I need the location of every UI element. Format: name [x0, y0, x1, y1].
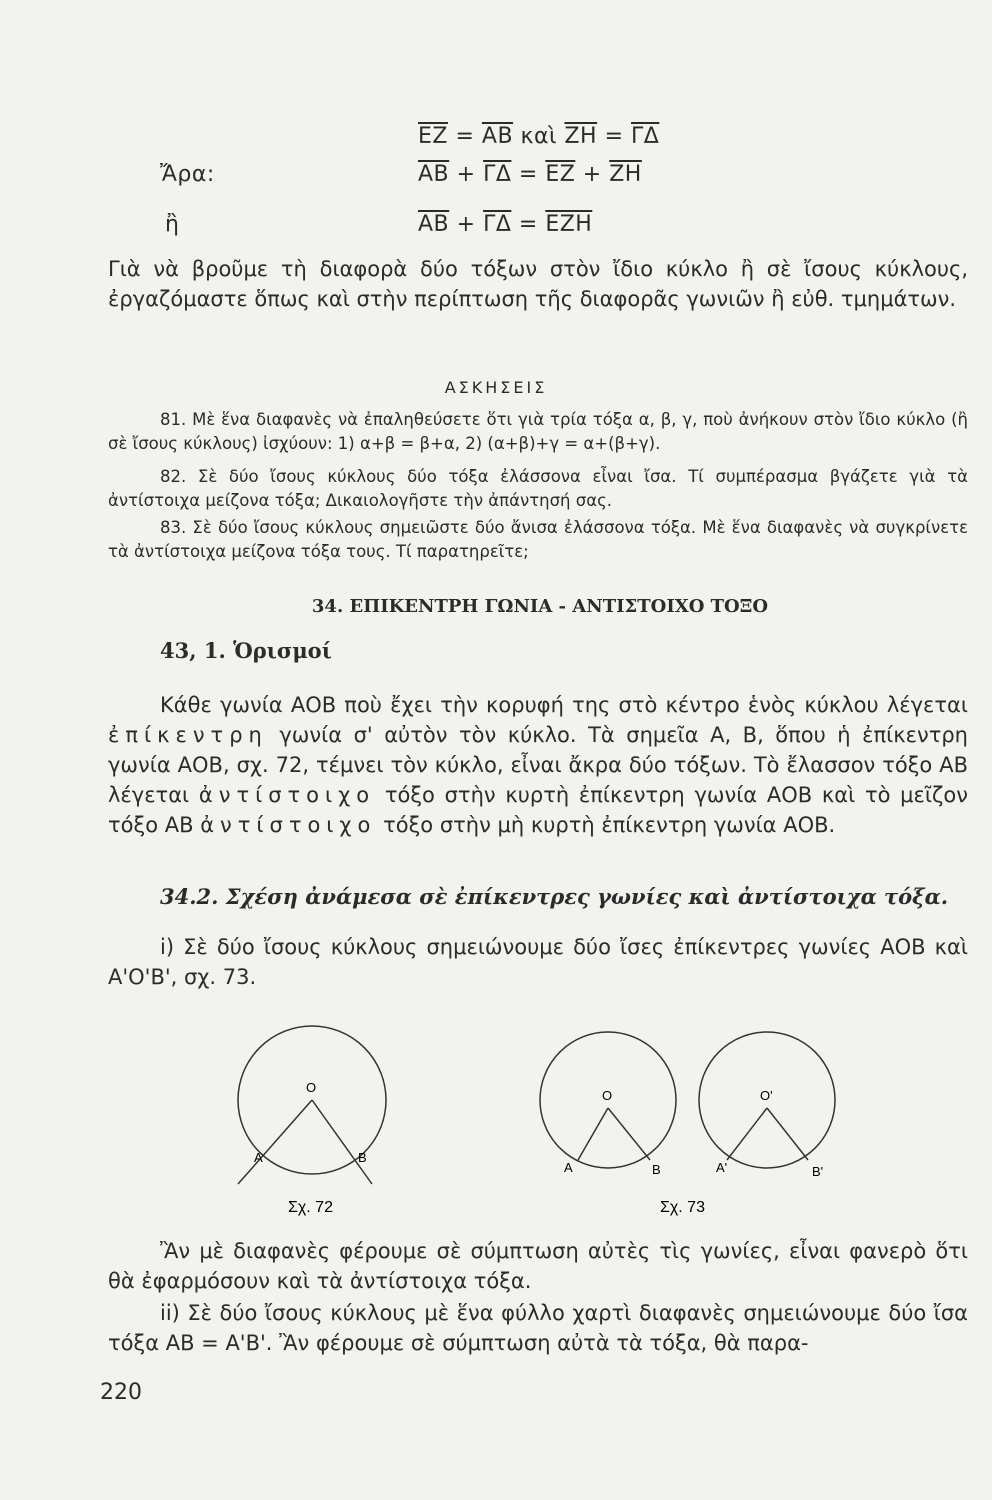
- label-o-prime-73: O': [760, 1088, 773, 1103]
- caption-72: Σχ. 72: [288, 1199, 333, 1216]
- exercise-83: 83. Σὲ δύο ἴσους κύκλους σημειῶστε δύο ἄνισα ἐλάσσονα τόξα. Μὲ ἕνα διαφανὲς νὰ συγκρίνετε τὰ ἀντίστοιχα μείζονα τόξα τους. Τί παρατηρεῖτε;: [108, 518, 968, 561]
- figure-73: [540, 1032, 835, 1216]
- figure-72: [238, 1026, 386, 1216]
- ray-ob-73: [608, 1108, 650, 1160]
- exercise-81: 81. Μὲ ἕνα διαφανὲς νὰ ἐπαληθεύσετε ὅτι γιὰ τρία τόξα α, β, γ, ποὺ ἀνήκουν στὸν ἴδιο κύκλο (ἢ σὲ ἴσους κύκλους) ἰσχύουν: 1) α+β = β+α, 2) (α+β)+γ = α+(β+γ).: [108, 410, 968, 453]
- ray-ob-72: [312, 1100, 372, 1184]
- subsection-title-2: 34.2. Σχέση ἀνάμεσα σὲ ἐπίκεντρες γωνίες καὶ ἀντίστοιχα τόξα.: [160, 884, 949, 909]
- equation-line-2: $\overline{AB} + \overline{\Gamma\Delta} = \overline{EZ} + \overline{ZH}$: [418, 162, 642, 187]
- ray-oa-73: [578, 1108, 608, 1160]
- paragraph-ii: ii) Σὲ δύο ἴσους κύκλους μὲ ἕνα φύλλο χαρτὶ διαφανὲς σημειώνουμε δύο ἴσα τόξα ΑΒ = Α'Β'. Ἂν φέρουμε σὲ σύμπτωση αὐτὰ τὰ τόξα, θὰ παρα-: [108, 1301, 968, 1355]
- page-number: 220: [100, 1380, 142, 1405]
- label-b-72: B: [358, 1150, 367, 1165]
- section-title: 34. ΕΠΙΚΕΝΤΡΗ ΓΩΝΙΑ - ΑΝΤΙΣΤΟΙΧΟ ΤΟΞΟ: [311, 596, 769, 617]
- label-a-prime-73: A': [716, 1160, 728, 1175]
- paragraph-after: Ἂν μὲ διαφανὲς φέρουμε σὲ σύμπτωση αὐτὲς τὶς γωνίες, εἶναι φανερὸ ὅτι θὰ ἐφαρμόσουν καὶ τὰ ἀντίστοιχα τόξα.: [108, 1239, 968, 1293]
- paragraph-i: i) Σὲ δύο ἴσους κύκλους σημειώνουμε δύο ἴσες ἐπίκεντρες γωνίες ΑΟΒ καὶ Α'Ο'Β', σχ. 73.: [108, 935, 968, 989]
- label-o-73: O: [602, 1088, 613, 1103]
- ray-ob-prime-73: [767, 1108, 808, 1160]
- or-label: ἢ: [165, 212, 180, 237]
- subsection-title-1: 43, 1. Ὁρισμοί: [160, 638, 332, 663]
- exercise-82: 82. Σὲ δύο ἴσους κύκλους δύο τόξα ἐλάσσονα εἶναι ἴσα. Τί συμπέρασμα βγάζετε γιὰ τὰ ἀντίστοιχα μείζονα τόξα; Δικαιολογῆστε τὴν ἀπάντησή σας.: [108, 467, 968, 510]
- ray-oa-72: [238, 1100, 312, 1184]
- term-antistoixo-2: ἀντίστοιχο: [200, 813, 377, 837]
- ray-oa-prime-73: [727, 1108, 767, 1160]
- exercises-title: ΑΣΚΗΣΕΙΣ: [444, 378, 548, 397]
- caption-73: Σχ. 73: [660, 1199, 705, 1216]
- label-b-prime-73: B': [812, 1164, 824, 1179]
- label-a-73: A: [564, 1160, 573, 1175]
- equation-line-1: $\overline{EZ} = \overline{AB}$ καὶ $\overline{ZH} = \overline{\Gamma\Delta}$: [418, 124, 660, 149]
- label-a-72: A: [254, 1150, 263, 1165]
- ara-label: Ἄρα:: [160, 162, 215, 187]
- label-o-72: O: [306, 1080, 317, 1095]
- definition-paragraph: Κάθε γωνία ΑΟΒ ποὺ ἔχει τὴν κορυφή της στὸ κέντρο ἑνὸς κύκλου λέγεται ἐπίκεντρη γωνία σ' αὐτὸν τὸν κύκλο. Τὰ σημεῖα Α, Β, ὅπου ἡ ἐπίκεντρη γωνία ΑΟΒ, σχ. 72, τέμνει τὸν κύκλο, εἶναι ἄκρα δύο τόξων. Τὸ ἔλασσον τόξο ΑΒ λέγεται ἀντίστοιχο τόξο στὴν κυρτὴ ἐπίκεντρη γωνία ΑΟΒ καὶ τὸ μεῖζον τόξο ΑΒ ἀντίστοιχο τόξο στὴν μὴ κυρτὴ ἐπίκεντρη γωνία ΑΟΒ.: [108, 693, 968, 837]
- term-epikentri: ἐπίκεντρη: [108, 723, 268, 747]
- term-antistoixo-1: ἀντίστοιχο: [198, 783, 376, 807]
- intro-paragraph: Γιὰ νὰ βροῦμε τὴ διαφορὰ δύο τόξων στὸν ἴδιο κύκλο ἢ σὲ ἴσους κύκλους, ἐργαζόμαστε ὅπως καὶ στὴν περίπτωση τῆς διαφορᾶς γωνιῶν ἢ εὐθ. τμημάτων.: [108, 257, 968, 311]
- equation-line-3: $\overline{AB} + \overline{\Gamma\Delta} = \overline{EZH}$: [418, 212, 593, 237]
- figures: [140, 1020, 920, 1230]
- label-b-73: B: [652, 1162, 661, 1177]
